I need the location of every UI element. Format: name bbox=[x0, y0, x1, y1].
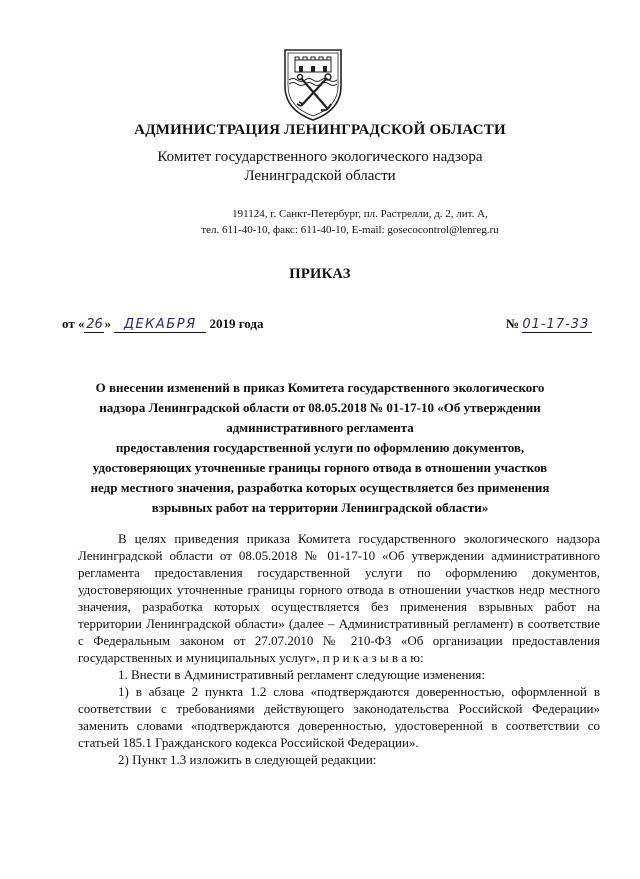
title-line: недр местного значения, разработка которых осуществляется без применения bbox=[90, 480, 550, 495]
title-line: административного регламента bbox=[226, 420, 414, 435]
address-line1: 191124, г. Санкт-Петербург, пл. Растрелли, д. 2, лит. А, bbox=[232, 208, 488, 220]
date-day: 26 bbox=[86, 317, 103, 332]
title-line: взрывных работ на территории Ленинградской области» bbox=[151, 500, 489, 515]
date-mid: » bbox=[104, 316, 111, 331]
title-line: предоставления государственной услуги по оформлению документов, bbox=[115, 440, 525, 455]
title-line: О внесении изменений в приказ Комитета государственного экологического bbox=[95, 380, 545, 395]
order-title bbox=[0, 378, 640, 518]
title-line: надзора Ленинградской области от 08.05.2018 № 01-17-10 «Об утверждении bbox=[99, 400, 541, 415]
date-year: 2019 года bbox=[209, 316, 264, 331]
number-value: 01-17-33 bbox=[522, 317, 592, 333]
order-body bbox=[78, 530, 600, 768]
committee-name-line1: Комитет государственного экологического надзора bbox=[157, 149, 483, 165]
committee-name-line2: Ленинградской области bbox=[244, 168, 396, 184]
body-paragraph-subitem2: 2) Пункт 1.3 изложить в следующей редакции: bbox=[118, 752, 377, 767]
number-prefix: № bbox=[506, 316, 520, 331]
address-line2: тел. 611-40-10, факс: 611-40-10, E-mail: gosecocontrol@lenreg.ru bbox=[201, 224, 499, 236]
date-month: ДЕКАБРЯ bbox=[114, 317, 206, 333]
title-line: удостоверяющих уточненные границы горного отвода в отношении участков bbox=[92, 460, 548, 475]
organization-name: АДМИНИСТРАЦИЯ ЛЕНИНГРАДСКОЙ ОБЛАСТИ bbox=[134, 122, 506, 138]
body-paragraph-preamble: В целях приведения приказа Комитета государственного экологического надзора Ленинградской области от 08.05.2018 № 01-17-10 «Об утверждении административного регламента предоставления государственной услуги по оформлению документов, удостоверяющих уточненные границы горного отвода в отношении участков недр местного значения, разработка которых осуществляется без применения взрывных работ на территории Ленинградской области» (далее – Административный регламент) в соответствие с Федеральным законом от 27.07.2010 № 210-ФЗ «Об организации предоставления государственных и муниципальных услуг», п р и к а з ы в а ю: bbox=[78, 531, 600, 665]
date-line bbox=[62, 316, 264, 333]
body-paragraph-item1: 1. Внести в Административный регламент следующие изменения: bbox=[118, 667, 485, 682]
leningrad-oblast-coat-of-arms-icon bbox=[273, 44, 353, 124]
body-paragraph-subitem1: 1) в абзаце 2 пункта 1.2 слова «подтверждаются доверенностью, оформленной в соответствии с требованиями действующего законодательства Российской Федерации» заменить словами «подтверждаются доверенностью, удостоверенной в соответствии со статьей 185.1 Гражданского кодекса Российской Федерации». bbox=[78, 684, 600, 750]
document-type: ПРИКАЗ bbox=[289, 266, 351, 282]
date-prefix: от « bbox=[62, 316, 85, 331]
order-number bbox=[506, 316, 592, 333]
